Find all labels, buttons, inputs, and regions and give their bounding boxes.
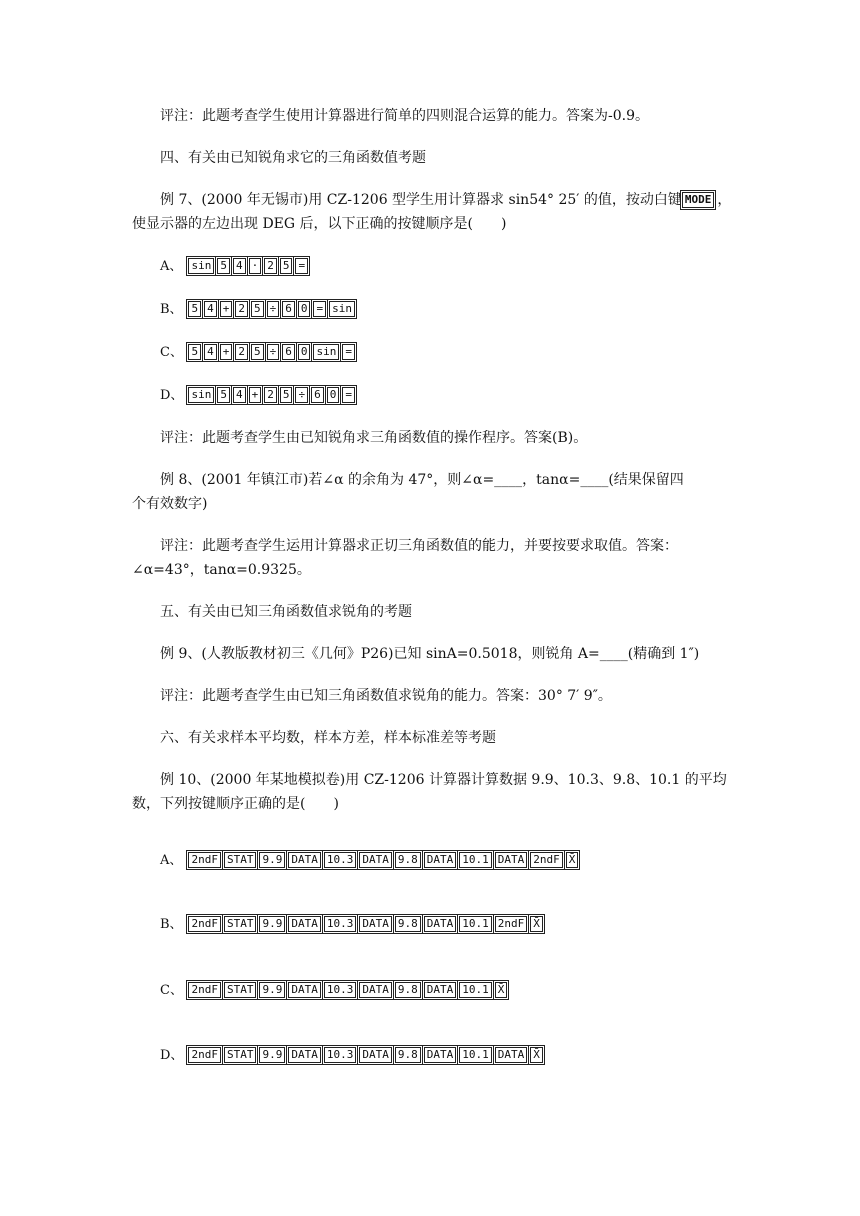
calculator-key: ÷: [267, 301, 280, 317]
calculator-key: 9.9: [259, 852, 285, 868]
mode-key: MODE: [682, 192, 715, 208]
q10-option-b: [160, 914, 546, 935]
calculator-key: +: [220, 301, 233, 317]
calculator-key: STAT: [224, 1047, 257, 1063]
calculator-key: DATA: [288, 1047, 321, 1063]
key-sequence: [188, 256, 311, 276]
q10-option-d: [160, 1045, 546, 1066]
calculator-key: 9.9: [259, 916, 285, 932]
calculator-key: 5: [188, 344, 201, 360]
calculator-key: 2ndF: [188, 852, 221, 868]
example-10-line-1: 例 10、(2000 年某地模拟卷)用 CZ-1206 计算器计算数据 9.9、10.3、9.8、10.1 的平均: [160, 772, 727, 788]
key-sequence: [188, 385, 358, 405]
key-sequence: [188, 342, 358, 362]
calculator-key: 0: [298, 344, 311, 360]
key-sequence: [188, 850, 581, 870]
example-7-line-1: [160, 190, 731, 210]
calculator-key: 4: [233, 258, 246, 274]
calculator-key: DATA: [288, 982, 321, 998]
calculator-key: 5: [280, 387, 293, 403]
calculator-key: X̄: [566, 852, 579, 868]
calculator-key: 9.8: [395, 982, 421, 998]
calculator-key: 10.1: [459, 916, 492, 932]
comment-q8-line-2: ∠α=43°，tanα=0.9325。: [132, 562, 311, 578]
calculator-key: DATA: [359, 916, 392, 932]
calculator-key: X̄: [530, 916, 543, 932]
calculator-key: X̄: [495, 982, 508, 998]
calculator-key: ·: [249, 258, 262, 274]
calculator-key: 10.3: [324, 1047, 357, 1063]
calculator-key: 2ndF: [188, 916, 221, 932]
option-label: A、: [160, 853, 183, 868]
calculator-key: 2: [235, 301, 248, 317]
calculator-key: DATA: [359, 982, 392, 998]
option-label: C、: [160, 345, 183, 360]
calculator-key: 9.9: [259, 1047, 285, 1063]
calculator-key: 2: [264, 387, 277, 403]
example-8-line-2: 个有效数字): [132, 496, 208, 512]
section-6-heading: 六、有关求样本平均数，样本方差，样本标准差等考题: [160, 730, 496, 746]
calculator-key: 10.3: [324, 916, 357, 932]
calculator-key: 2ndF: [495, 916, 528, 932]
calculator-key: STAT: [224, 852, 257, 868]
calculator-key: 5: [251, 344, 264, 360]
calculator-key: 10.1: [459, 852, 492, 868]
example-9: 例 9、(人教版教材初三《几何》P26)已知 sinA=0.5018，则锐角 A=____(精确到 1″): [160, 646, 700, 662]
comment-q9: 评注：此题考查学生由已知三角函数值求锐角的能力。答案：30° 7′ 9″。: [160, 688, 612, 704]
option-label: D、: [160, 388, 184, 403]
calculator-key: 9.9: [259, 982, 285, 998]
calculator-key: 2ndF: [188, 982, 221, 998]
calculator-key: 2ndF: [188, 1047, 221, 1063]
calculator-key: DATA: [495, 1047, 528, 1063]
calculator-key: 4: [204, 344, 217, 360]
calculator-key: 10.3: [324, 982, 357, 998]
calculator-key: =: [295, 258, 308, 274]
calculator-key: 6: [282, 301, 295, 317]
calculator-key: 0: [298, 301, 311, 317]
calculator-key: 5: [217, 258, 230, 274]
calculator-key: =: [342, 387, 355, 403]
key-sequence: [188, 914, 545, 934]
example-7-line-2: 使显示器的左边出现 DEG 后，以下正确的按键顺序是( ): [132, 216, 507, 232]
calculator-key: ÷: [295, 387, 308, 403]
calculator-key: 9.8: [395, 852, 421, 868]
calculator-key: X̄: [530, 1047, 543, 1063]
calculator-key: 5: [188, 301, 201, 317]
calculator-key: 5: [280, 258, 293, 274]
option-label: B、: [160, 917, 183, 932]
example-7-comma: ，: [717, 192, 732, 208]
calculator-key: DATA: [288, 916, 321, 932]
calculator-key: 6: [282, 344, 295, 360]
comment-q8-line-1: 评注：此题考查学生运用计算器求正切三角函数值的能力，并要按要求取值。答案：: [160, 538, 678, 554]
calculator-key: 10.3: [324, 852, 357, 868]
calculator-key: 2ndF: [530, 852, 563, 868]
example-8-line-1: 例 8、(2001 年镇江市)若∠α 的余角为 47°，则∠α=____，tanα=____(结果保留四: [160, 472, 684, 488]
calculator-key: 2: [264, 258, 277, 274]
calculator-key: 5: [217, 387, 230, 403]
calculator-key: DATA: [495, 852, 528, 868]
calculator-key: DATA: [424, 1047, 457, 1063]
example-7-text: 例 7、(2000 年无锡市)用 CZ-1206 型学生用计算器求 sin54° 25′ 的值，按动白键: [160, 192, 682, 208]
q10-option-c: [160, 980, 510, 1001]
calculator-key: 9.8: [395, 916, 421, 932]
calculator-key: 10.1: [459, 1047, 492, 1063]
q7-option-d: [160, 385, 358, 406]
comment-q7: 评注：此题考查学生由已知锐角求三角函数值的操作程序。答案(B)。: [160, 430, 588, 446]
calculator-key: sin: [329, 301, 355, 317]
calculator-key: +: [249, 387, 262, 403]
option-label: B、: [160, 302, 183, 317]
section-4-heading: 四、有关由已知锐角求它的三角函数值考题: [160, 150, 426, 166]
calculator-key: 4: [204, 301, 217, 317]
calculator-key: =: [313, 301, 326, 317]
calculator-key: DATA: [424, 916, 457, 932]
calculator-key: ÷: [267, 344, 280, 360]
calculator-key: 6: [311, 387, 324, 403]
key-sequence: [188, 1045, 545, 1065]
key-sequence: [188, 980, 510, 1000]
calculator-key: 10.1: [459, 982, 492, 998]
option-label: D、: [160, 1048, 184, 1063]
calculator-key: sin: [188, 258, 214, 274]
calculator-key: STAT: [224, 982, 257, 998]
calculator-key: DATA: [359, 852, 392, 868]
option-label: A、: [160, 259, 183, 274]
calculator-key: DATA: [424, 852, 457, 868]
calculator-key: 2: [235, 344, 248, 360]
calculator-key: 4: [233, 387, 246, 403]
calculator-key: DATA: [288, 852, 321, 868]
q7-option-c: [160, 342, 358, 363]
q7-option-a: [160, 256, 311, 277]
calculator-key: 9.8: [395, 1047, 421, 1063]
q10-option-a: [160, 850, 581, 871]
calculator-key: DATA: [359, 1047, 392, 1063]
calculator-key: 0: [327, 387, 340, 403]
calculator-key: +: [220, 344, 233, 360]
calculator-key: sin: [313, 344, 339, 360]
calculator-key: 5: [251, 301, 264, 317]
calculator-key: =: [342, 344, 355, 360]
q7-option-b: [160, 299, 358, 320]
calculator-key: sin: [188, 387, 214, 403]
calculator-key: STAT: [224, 916, 257, 932]
calculator-key: DATA: [424, 982, 457, 998]
section-5-heading: 五、有关由已知三角函数值求锐角的考题: [160, 604, 412, 620]
comment-q6: 评注：此题考查学生使用计算器进行简单的四则混合运算的能力。答案为-0.9。: [160, 108, 649, 124]
key-sequence: [188, 299, 358, 319]
option-label: C、: [160, 983, 183, 998]
example-10-line-2: 数，下列按键顺序正确的是( ): [132, 796, 339, 812]
